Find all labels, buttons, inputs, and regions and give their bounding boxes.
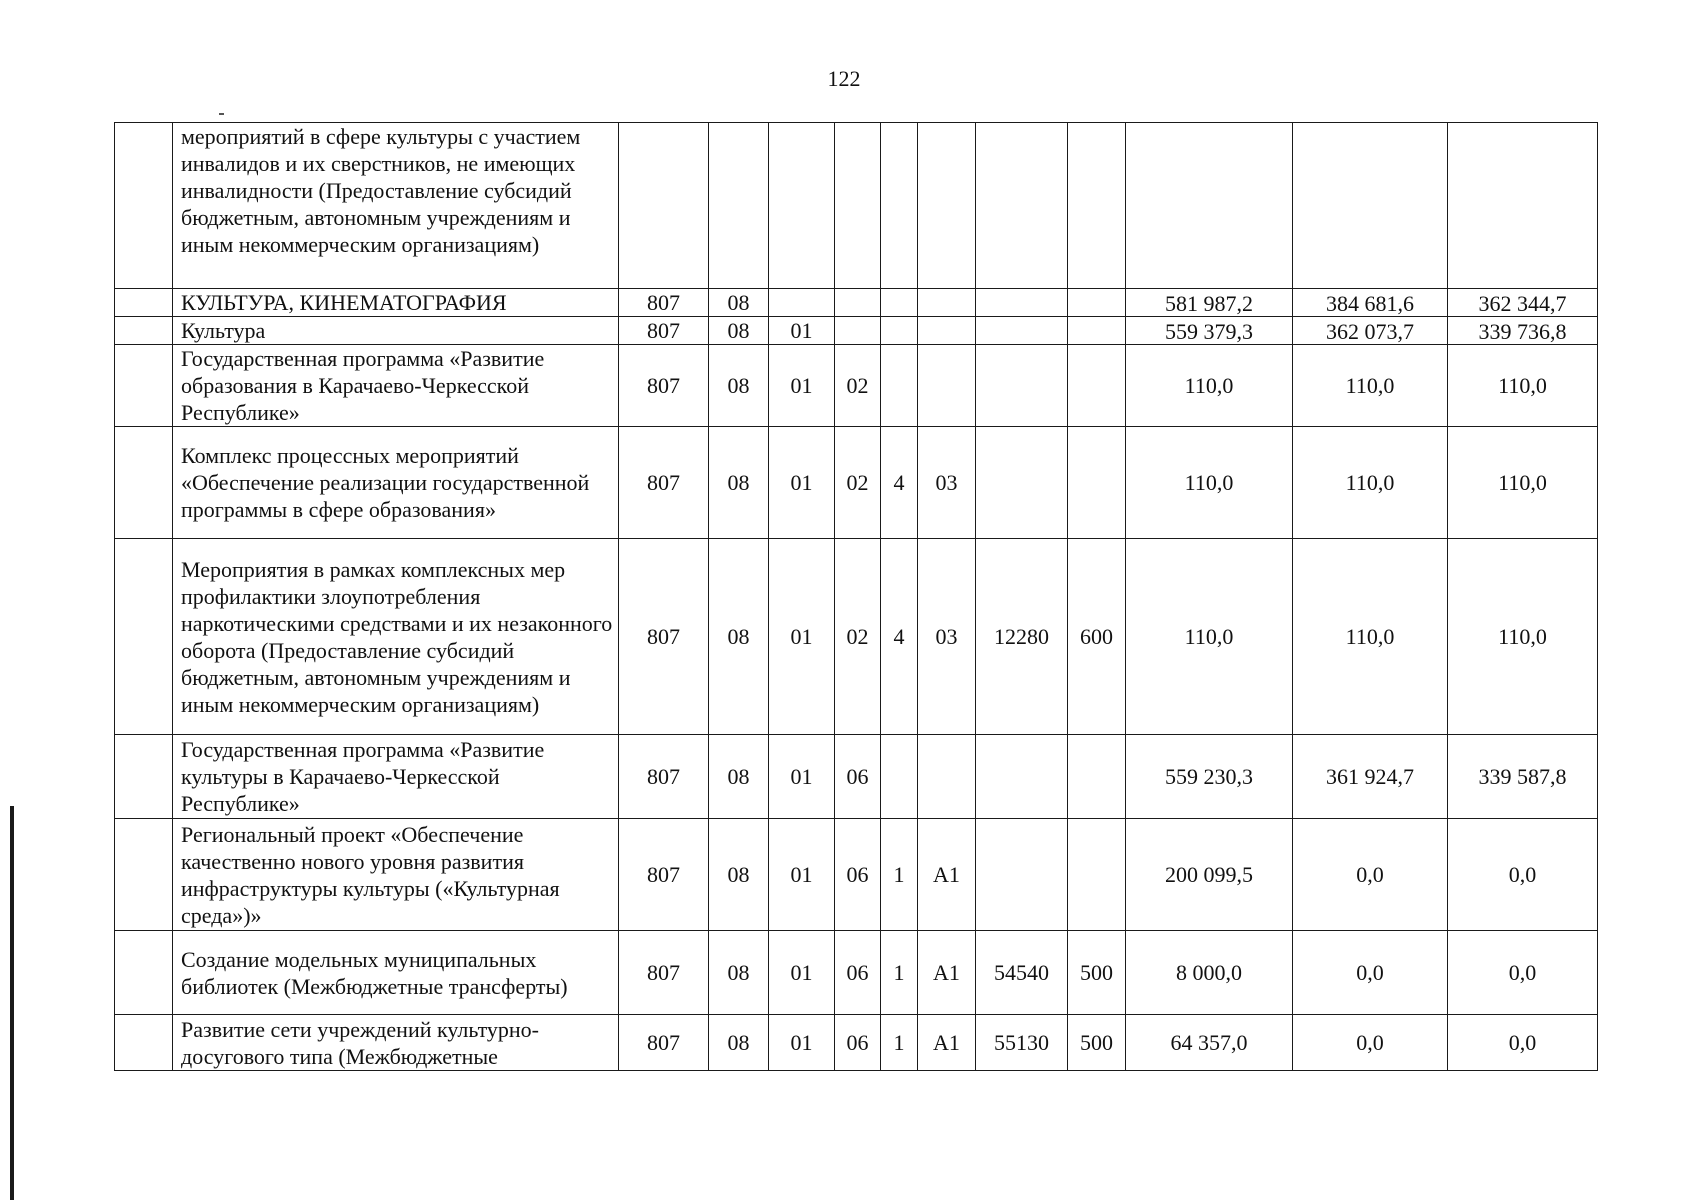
expense-type-code: 500 — [1068, 931, 1126, 1015]
pr-code: 01 — [769, 539, 835, 735]
expense-type-code — [1068, 289, 1126, 317]
row-number-cell — [115, 345, 173, 427]
program-code: 02 — [835, 345, 881, 427]
table-row — [115, 123, 1598, 289]
row-name: КУЛЬТУРА, КИНЕМАТОГРАФИЯ — [173, 289, 619, 317]
ved-code: 807 — [619, 289, 709, 317]
ved-code: 807 — [619, 819, 709, 931]
subprogram-code — [881, 317, 918, 345]
subprogram-code — [881, 345, 918, 427]
pr-code: 01 — [769, 819, 835, 931]
article-code: 54540 — [976, 931, 1068, 1015]
program-code: 06 — [835, 931, 881, 1015]
budget-table — [114, 122, 1598, 1071]
table-row — [115, 539, 1598, 735]
amount-year-3: 362 344,7 — [1448, 289, 1598, 317]
group-code — [918, 123, 976, 289]
ved-code: 807 — [619, 1015, 709, 1071]
group-code — [918, 345, 976, 427]
amount-year-2: 361 924,7 — [1293, 735, 1448, 819]
pr-code: 01 — [769, 735, 835, 819]
expense-type-code: 500 — [1068, 1015, 1126, 1071]
program-code: 06 — [835, 735, 881, 819]
subprogram-code: 4 — [881, 427, 918, 539]
article-code: 12280 — [976, 539, 1068, 735]
pr-code: 01 — [769, 427, 835, 539]
table-row — [115, 819, 1598, 931]
row-name: Создание модельных муниципальных библиотек (Межбюджетные трансферты) — [173, 931, 619, 1015]
row-name: Региональный проект «Обеспечение качественно нового уровня развития инфраструктуры культуры («Культурная среда»)» — [173, 819, 619, 931]
program-code: 06 — [835, 1015, 881, 1071]
subprogram-code: 1 — [881, 931, 918, 1015]
amount-year-3: 0,0 — [1448, 819, 1598, 931]
page-number: 122 — [827, 66, 861, 91]
rz-code — [709, 123, 769, 289]
amount-year-3: 339 736,8 — [1448, 317, 1598, 345]
subprogram-code: 4 — [881, 539, 918, 735]
table-row — [115, 345, 1598, 427]
amount-year-1: 581 987,2 — [1126, 289, 1293, 317]
program-code: 02 — [835, 539, 881, 735]
amount-year-2: 0,0 — [1293, 819, 1448, 931]
amount-year-1: 559 230,3 — [1126, 735, 1293, 819]
amount-year-1: 110,0 — [1126, 427, 1293, 539]
rz-code: 08 — [709, 427, 769, 539]
pr-code: 01 — [769, 931, 835, 1015]
program-code: 02 — [835, 427, 881, 539]
amount-year-2: 110,0 — [1293, 427, 1448, 539]
table-row — [115, 735, 1598, 819]
amount-year-3: 110,0 — [1448, 345, 1598, 427]
pr-code: 01 — [769, 317, 835, 345]
table-row — [115, 427, 1598, 539]
article-code — [976, 317, 1068, 345]
amount-year-1: 110,0 — [1126, 539, 1293, 735]
row-number-cell — [115, 1015, 173, 1071]
table-row — [115, 289, 1598, 317]
subprogram-code: 1 — [881, 819, 918, 931]
rz-code: 08 — [709, 317, 769, 345]
pr-code — [769, 289, 835, 317]
row-name: Государственная программа «Развитие образования в Карачаево-Черкесской Республике» — [173, 345, 619, 427]
expense-type-code — [1068, 317, 1126, 345]
rz-code: 08 — [709, 289, 769, 317]
amount-year-2: 362 073,7 — [1293, 317, 1448, 345]
subprogram-code — [881, 123, 918, 289]
scan-speck — [219, 113, 224, 115]
ved-code: 807 — [619, 317, 709, 345]
amount-year-3: 110,0 — [1448, 427, 1598, 539]
ved-code: 807 — [619, 539, 709, 735]
subprogram-code — [881, 735, 918, 819]
subprogram-code: 1 — [881, 1015, 918, 1071]
row-number-cell — [115, 931, 173, 1015]
group-code: А1 — [918, 1015, 976, 1071]
amount-year-2: 0,0 — [1293, 931, 1448, 1015]
group-code: 03 — [918, 539, 976, 735]
expense-type-code — [1068, 819, 1126, 931]
row-name: Развитие сети учреждений культурно-досугового типа (Межбюджетные — [173, 1015, 619, 1071]
ved-code: 807 — [619, 427, 709, 539]
ved-code — [619, 123, 709, 289]
row-number-cell — [115, 289, 173, 317]
amount-year-3: 339 587,8 — [1448, 735, 1598, 819]
rz-code: 08 — [709, 735, 769, 819]
program-code: 06 — [835, 819, 881, 931]
expense-type-code — [1068, 735, 1126, 819]
amount-year-2: 384 681,6 — [1293, 289, 1448, 317]
amount-year-2: 110,0 — [1293, 539, 1448, 735]
row-name: Комплекс процессных мероприятий «Обеспечение реализации государственной программы в сфере образования» — [173, 427, 619, 539]
row-number-cell — [115, 317, 173, 345]
rz-code: 08 — [709, 819, 769, 931]
group-code — [918, 735, 976, 819]
row-name: Культура — [173, 317, 619, 345]
row-number-cell — [115, 123, 173, 289]
group-code: А1 — [918, 931, 976, 1015]
group-code: 03 — [918, 427, 976, 539]
expense-type-code — [1068, 123, 1126, 289]
article-code — [976, 819, 1068, 931]
expense-type-code — [1068, 345, 1126, 427]
row-number-cell — [115, 539, 173, 735]
program-code — [835, 317, 881, 345]
article-code — [976, 345, 1068, 427]
amount-year-2 — [1293, 123, 1448, 289]
article-code — [976, 123, 1068, 289]
amount-year-3: 0,0 — [1448, 1015, 1598, 1071]
row-number-cell — [115, 735, 173, 819]
row-number-cell — [115, 819, 173, 931]
ved-code: 807 — [619, 345, 709, 427]
article-code — [976, 289, 1068, 317]
row-number-cell — [115, 427, 173, 539]
amount-year-3 — [1448, 123, 1598, 289]
rz-code: 08 — [709, 345, 769, 427]
amount-year-3: 0,0 — [1448, 931, 1598, 1015]
row-name: мероприятий в сфере культуры с участием инвалидов и их сверстников, не имеющих инвалидности (Предоставление субсидий бюджетным, автономным учреждениям и иным некоммерческим организациям) — [173, 123, 619, 289]
rz-code: 08 — [709, 1015, 769, 1071]
pr-code: 01 — [769, 345, 835, 427]
amount-year-1: 200 099,5 — [1126, 819, 1293, 931]
article-code: 55130 — [976, 1015, 1068, 1071]
group-code — [918, 317, 976, 345]
expense-type-code — [1068, 427, 1126, 539]
rz-code: 08 — [709, 931, 769, 1015]
article-code — [976, 427, 1068, 539]
group-code: А1 — [918, 819, 976, 931]
amount-year-1: 110,0 — [1126, 345, 1293, 427]
pr-code: 01 — [769, 1015, 835, 1071]
table-row — [115, 1015, 1598, 1071]
row-name: Государственная программа «Развитие культуры в Карачаево-Черкесской Республике» — [173, 735, 619, 819]
amount-year-1: 64 357,0 — [1126, 1015, 1293, 1071]
amount-year-2: 0,0 — [1293, 1015, 1448, 1071]
ved-code: 807 — [619, 931, 709, 1015]
article-code — [976, 735, 1068, 819]
program-code — [835, 123, 881, 289]
group-code — [918, 289, 976, 317]
row-name: Мероприятия в рамках комплексных мер профилактики злоупотребления наркотическими средствами и их незаконного оборота (Предоставление субсидий бюджетным, автономным учреждениям и иным некоммерческим организациям) — [173, 539, 619, 735]
amount-year-1 — [1126, 123, 1293, 289]
ved-code: 807 — [619, 735, 709, 819]
table-row — [115, 317, 1598, 345]
rz-code: 08 — [709, 539, 769, 735]
expense-type-code: 600 — [1068, 539, 1126, 735]
amount-year-2: 110,0 — [1293, 345, 1448, 427]
program-code — [835, 289, 881, 317]
scan-edge-mark — [10, 806, 14, 1200]
pr-code — [769, 123, 835, 289]
amount-year-1: 8 000,0 — [1126, 931, 1293, 1015]
amount-year-3: 110,0 — [1448, 539, 1598, 735]
subprogram-code — [881, 289, 918, 317]
amount-year-1: 559 379,3 — [1126, 317, 1293, 345]
table-row — [115, 931, 1598, 1015]
